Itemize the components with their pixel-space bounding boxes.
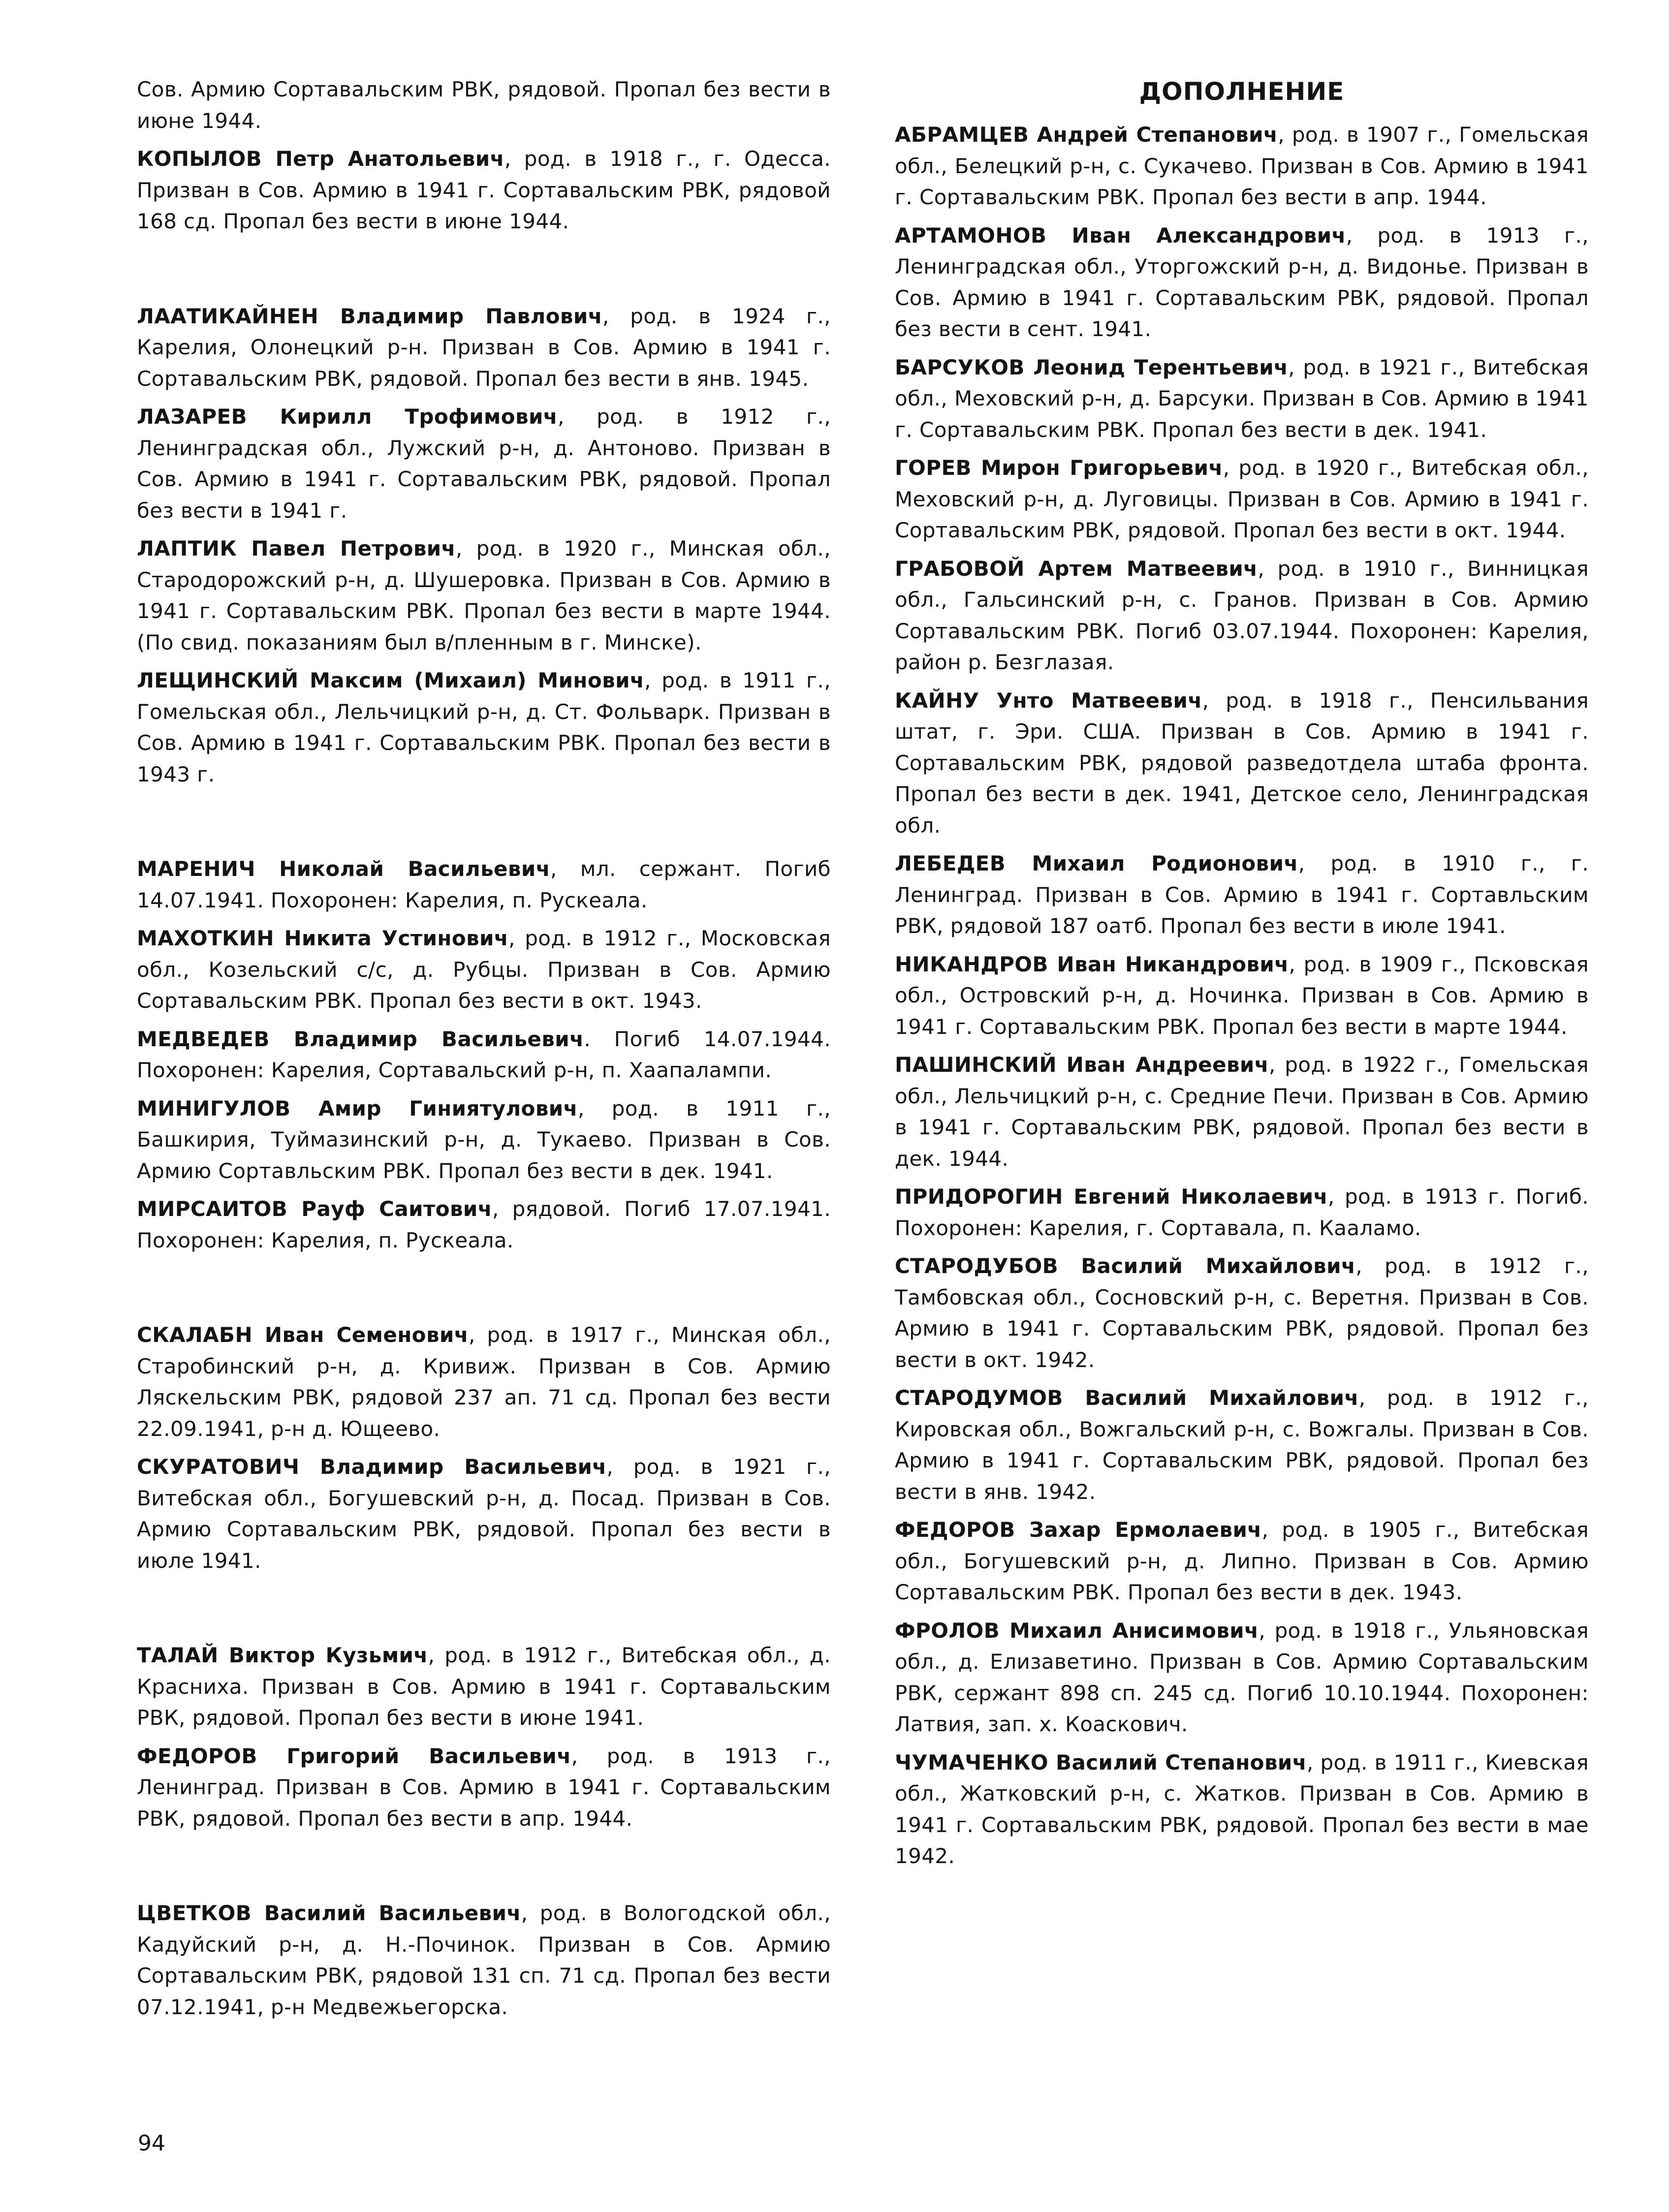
entry	[137, 1898, 831, 2029]
left-column	[137, 74, 831, 2029]
entry-name: МАРЕНИЧ Николай Васильевич	[137, 857, 550, 881]
entry	[895, 352, 1589, 453]
entry	[895, 949, 1589, 1050]
entry-text: , род. в 1912 г., Московская обл., Козельский с/с, д. Рубцы. Призван в Сов. Армию Сортавальским РВК. Пропал без вести в окт. 1943.	[137, 926, 831, 1013]
entry-name: СТАРОДУБОВ Василий Михайлович	[895, 1254, 1356, 1278]
entry	[895, 1615, 1589, 1747]
entry	[137, 1024, 831, 1093]
entry	[895, 685, 1589, 848]
entry-name: ЛААТИКАЙНЕН Владимир Павлович	[137, 304, 602, 328]
entry	[137, 923, 831, 1024]
entry-name: ПАШИНСКИЙ Иван Андреевич	[895, 1053, 1269, 1077]
entry	[895, 553, 1589, 685]
entry-name: БАРСУКОВ Леонид Терентьевич	[895, 355, 1289, 379]
section-heading: ДОПОЛНЕНИЕ	[1139, 77, 1345, 106]
right-column	[895, 74, 1589, 1879]
page-number: 94	[138, 2131, 165, 2156]
entry-text: , род. в 1912 г., Тамбовская обл., Сосновский р-н, с. Веретня. Призван в Сов. Армию в 1941 г. Сортавальским РВК, рядовой. Пропал без вести в окт. 1942.	[895, 1254, 1589, 1372]
entry-name: ГРАБОВОЙ Артем Матвеевич	[895, 556, 1258, 581]
entry-text: , мл. сержант. Погиб 14.07.1941. Похоронен: Карелия, п. Рускеала.	[137, 857, 831, 912]
entry	[895, 1049, 1589, 1181]
entry-name: ФРОЛОВ Михаил Анисимович	[895, 1618, 1259, 1643]
entry-name: ЧУМАЧЕНКО Василий Степанович	[895, 1750, 1307, 1775]
entry-name: ЦВЕТКОВ Василий Васильевич	[137, 1901, 521, 1925]
entry-text: , род. в 1918 г., Пенсильвания штат, г. Эри. США. Призван в Сов. Армию в 1941 г. Сортавальским РВК, рядовой разведотдела штаба фронта. Пропал без вести в дек. 1941, Детское село, Ленинградская обл.	[895, 688, 1589, 838]
entry-name: МЕДВЕДЕВ Владимир Васильевич	[137, 1027, 584, 1051]
entry	[137, 533, 831, 665]
entry	[895, 848, 1589, 949]
entry-text: , род. в 1917 г., Минская обл., Старобинский р-н, д. Кривиж. Призван в Сов. Армию Ляскельским РВК, рядовой 237 ап. 71 сд. Пропал без вести 22.09.1941, р-н д. Ющеево.	[137, 1323, 831, 1441]
entry-text: , род. в 1911 г., Гомельская обл., Лельчицкий р-н, д. Ст. Фольварк. Призван в Сов. Армию в 1941 г. Сортавальским РВК. Пропал без вести в 1943 г.	[137, 668, 831, 786]
entry-name: МИРСАИТОВ Рауф Саитович	[137, 1197, 492, 1221]
entry	[895, 452, 1589, 553]
entry	[137, 1093, 831, 1194]
entry	[137, 1193, 831, 1263]
entry	[895, 119, 1589, 220]
entry-name: СКУРАТОВИЧ Владимир Васильевич	[137, 1455, 607, 1479]
entry	[895, 1181, 1589, 1250]
entry	[137, 143, 831, 244]
entry-name: КОПЫЛОВ Петр Анатольевич	[137, 147, 504, 171]
entry-text: , рядовой. Погиб 17.07.1941. Похоронен: Карелия, п. Рускеала.	[137, 1197, 831, 1252]
entry-name: ФЕДОРОВ Григорий Васильевич	[137, 1744, 571, 1768]
entry-name: КАЙНУ Унто Матвеевич	[895, 688, 1202, 713]
entry-text: , род. в 1912 г., Витебская обл., д. Красниха. Призван в Сов. Армию в 1941 г. Сортавальским РВК, рядовой. Пропал без вести в июне 1941.	[137, 1643, 831, 1730]
entry-text: , род. в 1922 г., Гомельская обл., Лельчицкий р-н, с. Средние Печи. Призван в Сов. Армию в 1941 г. Сортавальским РВК, рядовой. Пропал без вести в дек. 1944.	[895, 1053, 1589, 1171]
entry-name: АБРАМЦЕВ Андрей Степанович	[895, 123, 1278, 147]
entry-text: , род. в 1921 г., Витебская обл., Меховский р-н, д. Барсуки. Призван в Сов. Армию в 1941 г. Сортавальским РВК. Пропал без вести в дек. 1941.	[895, 355, 1589, 442]
entry-name: СТАРОДУМОВ Василий Михайлович	[895, 1386, 1359, 1410]
entry-text: , род. в 1911 г., Киевская обл., Жатковский р-н, с. Жатков. Призван в Сов. Армию в 1941 г. Сортавальским РВК, рядовой. Пропал без вести в мае 1942.	[895, 1750, 1589, 1868]
entry-name: ГОРЕВ Мирон Григорьевич	[895, 456, 1223, 480]
entry	[137, 1741, 831, 1841]
entry	[137, 301, 831, 402]
entry-name: АРТАМОНОВ Иван Александрович	[895, 223, 1346, 248]
entry-text: , род. в 1912 г., Ленинградская обл., Лужский р-н, д. Антоново. Призван в Сов. Армию в 1941 г. Сортавальским РВК, рядовой. Пропал без вести в 1941 г.	[137, 405, 831, 523]
entry-continued	[137, 74, 831, 143]
entry	[137, 1640, 831, 1741]
entry	[137, 853, 831, 923]
entry-name: ЛЕБЕДЕВ Михаил Родионович	[895, 851, 1298, 875]
entry-text: , род. в Вологодской обл., Кадуйский р-н, д. Н.-Починок. Призван в Сов. Армию Сортавальским РВК, рядовой 131 сп. 71 сд. Пропал без вести 07.12.1941, р-н Медвежьегорска.	[137, 1901, 831, 2019]
entry-text: Сов. Армию Сортавальским РВК, рядовой. Пропал без вести в июне 1944.	[137, 77, 831, 133]
entry-text: , род. в 1910 г., Винницкая обл., Гальсинский р-н, с. Гранов. Призван в Сов. Армию Сортавальским РВК. Погиб 03.07.1944. Похоронен: Карелия, район р. Безглазая.	[895, 556, 1589, 674]
entry-text: , род. в 1913 г., Ленинградская обл., Уторгожский р-н, д. Видонье. Призван в Сов. Армию в 1941 г. Сортавальским РВК, рядовой. Пропал без вести в сент. 1941.	[895, 223, 1589, 341]
entry-text: , род. в 1910 г., г. Ленинград. Призван в Сов. Армию в 1941 г. Сортавльским РВК, рядовой 187 оатб. Пропал без вести в июле 1941.	[895, 851, 1589, 938]
entry-text: , род. в 1920 г., Витебская обл., Меховский р-н, д. Луговицы. Призван в Сов. Армию в 1941 г. Сортавальским РВК, рядовой. Пропал без вести в окт. 1944.	[895, 456, 1589, 542]
entry	[137, 401, 831, 533]
entry-text: , род. в 1913 г. Погиб. Похоронен: Карелия, г. Сортавала, п. Кааламо.	[895, 1184, 1589, 1240]
entry-text: , род. в 1918 г., Ульяновская обл., д. Елизаветино. Призван в Сов. Армию Сортавальским РВК, сержант 898 сп. 245 сд. Погиб 10.10.1944. Похоронен: Латвия, зап. х. Коаскович.	[895, 1618, 1589, 1736]
entry	[895, 1250, 1589, 1382]
entry	[137, 1451, 831, 1583]
entry-text: , род. в 1918 г., г. Одесса. Призван в Сов. Армию в 1941 г. Сортавальским РВК, рядовой 168 сд. Пропал без вести в июне 1944.	[137, 147, 831, 233]
entry	[137, 1319, 831, 1451]
entry-text: , род. в 1924 г., Карелия, Олонецкий р-н. Призван в Сов. Армию в 1941 г. Сортавальским РВК, рядовой. Пропал без вести в янв. 1945.	[137, 304, 831, 391]
entry	[895, 1382, 1589, 1514]
entry-text: , род. в 1907 г., Гомельская обл., Белецкий р-н, с. Сукачево. Призван в Сов. Армию в 1941 г. Сортавальским РВК. Пропал без вести в апр. 1944.	[895, 123, 1589, 209]
entry-name: ПРИДОРОГИН Евгений Николаевич	[895, 1184, 1328, 1209]
entry	[895, 220, 1589, 352]
entry-text: , род. в 1921 г., Витебская обл., Богушевский р-н, д. Посад. Призван в Сов. Армию Сортавальским РВК, рядовой. Пропал без вести в июле 1941.	[137, 1455, 831, 1573]
entry-text: , род. в 1913 г., Ленинград. Призван в Сов. Армию в 1941 г. Сортавальским РВК, рядовой. Пропал без вести в апр. 1944.	[137, 1744, 831, 1831]
entry-name: СКАЛАБН Иван Семенович	[137, 1323, 469, 1347]
entry	[895, 1514, 1589, 1615]
entry-name: ЛЕЩИНСКИЙ Максим (Михаил) Минович	[137, 668, 645, 692]
entry-text: , род. в 1920 г., Минская обл., Стародорожский р-н, д. Шушеровка. Призван в Сов. Армию в 1941 г. Сортавальским РВК. Пропал без вести в марте 1944. (По свид. показаниям был в/пленным в г. Минске).	[137, 536, 831, 654]
entry	[137, 665, 831, 797]
entry-text: , род. в 1912 г., Кировская обл., Вожгальский р-н, с. Вожгалы. Призван в Сов. Армию в 1941 г. Сортавальским РВК, рядовой. Пропал без вести в янв. 1942.	[895, 1386, 1589, 1504]
entry-name: МАХОТКИН Никита Устинович	[137, 926, 509, 950]
entry	[895, 1747, 1589, 1879]
entry-name: ЛАПТИК Павел Петрович	[137, 536, 456, 561]
entry-name: НИКАНДРОВ Иван Никандрович	[895, 952, 1289, 976]
entry-text: , род. в 1911 г., Башкирия, Туймазинский р-н, д. Тукаево. Призван в Сов. Армию Сортавльским РВК. Пропал без вести в дек. 1941.	[137, 1096, 831, 1183]
entry-text: , род. в 1909 г., Псковская обл., Островский р-н, д. Ночинка. Призван в Сов. Армию в 1941 г. Сортавальским РВК. Пропал без вести в марте 1944.	[895, 952, 1589, 1039]
entry-text: , род. в 1905 г., Витебская обл., Богушевский р-н, д. Липно. Призван в Сов. Армию Сортавальским РВК. Пропал без вести в дек. 1943.	[895, 1518, 1589, 1604]
entry-name: ЛАЗАРЕВ Кирилл Трофимович	[137, 405, 558, 429]
entry-text: . Погиб 14.07.1944. Похоронен: Карелия, Сортавальский р-н, п. Хаапалампи.	[137, 1027, 831, 1082]
entry-name: МИНИГУЛОВ Амир Гиниятулович	[137, 1096, 578, 1121]
entry-name: ТАЛАЙ Виктор Кузьмич	[137, 1643, 428, 1667]
entry-name: ФЕДОРОВ Захар Ермолаевич	[895, 1518, 1262, 1542]
